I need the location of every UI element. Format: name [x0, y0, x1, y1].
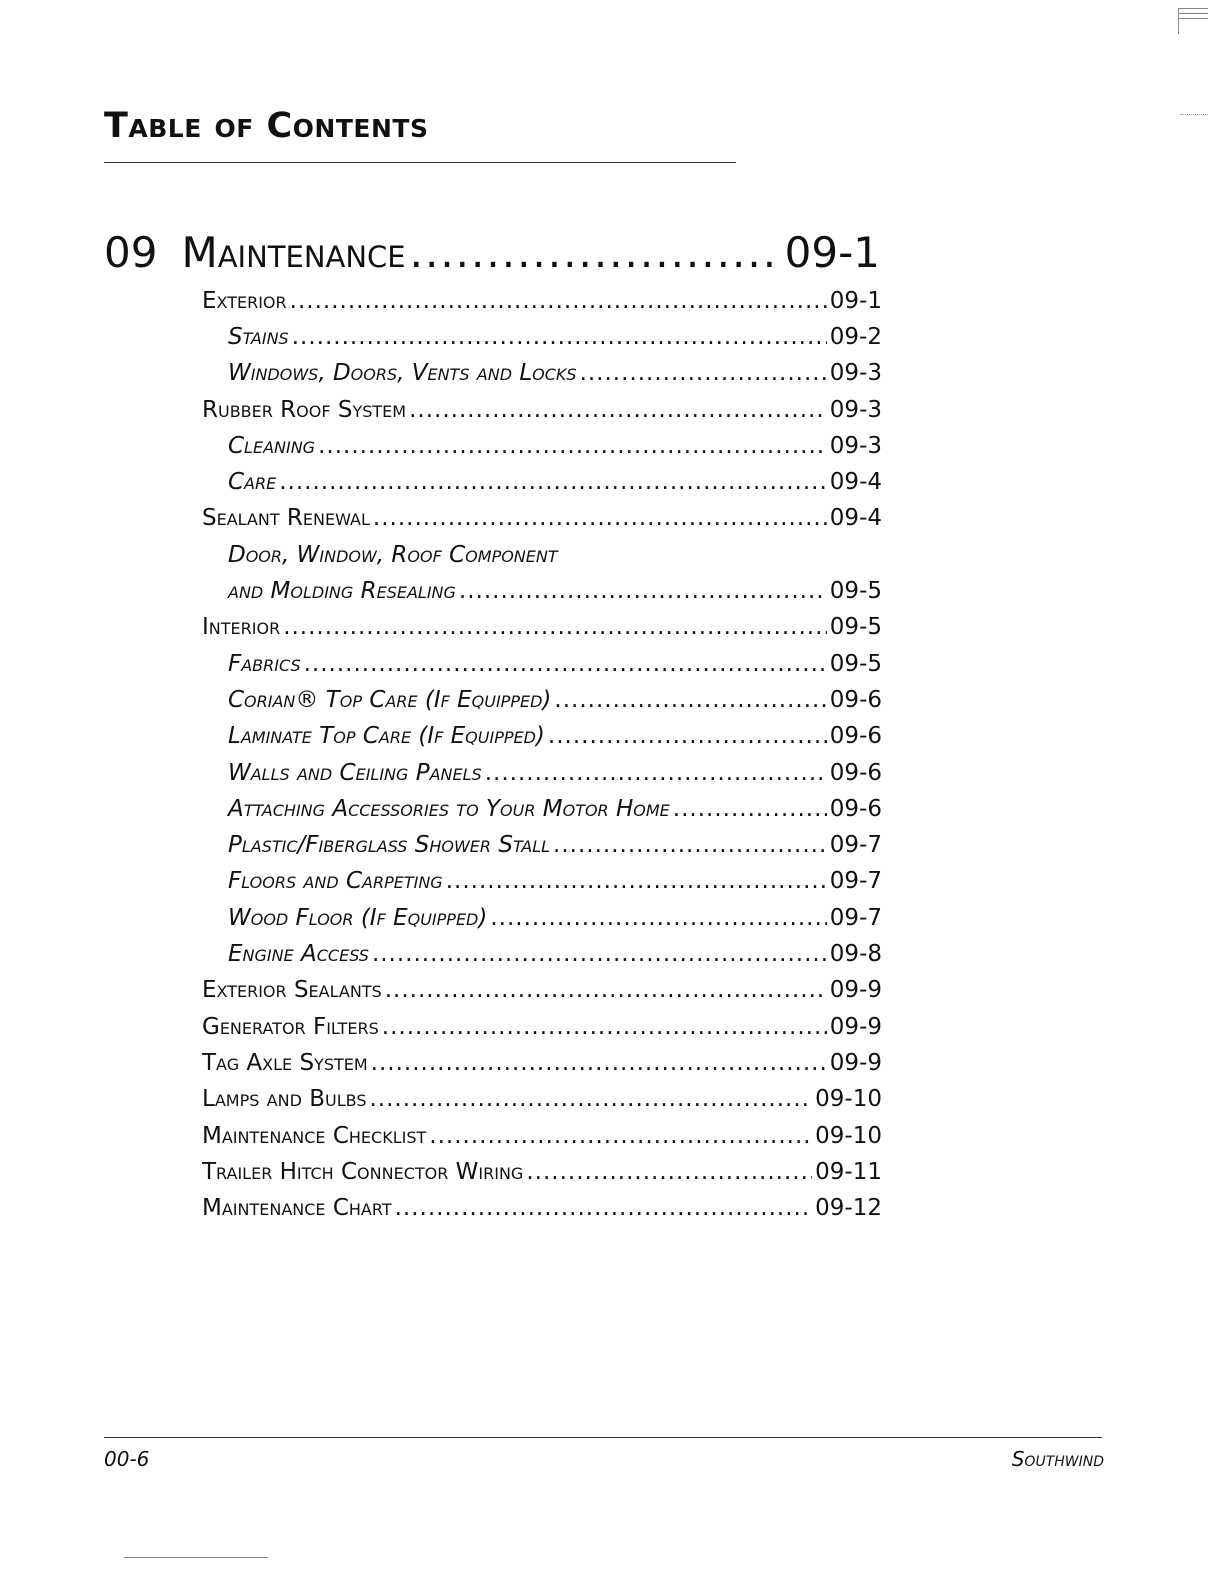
toc-entry[interactable]	[202, 860, 882, 896]
toc-entry-page: 09-5	[829, 614, 882, 641]
toc-entry[interactable]	[202, 715, 882, 751]
corner-scan-mark	[1178, 8, 1208, 34]
dot-leader	[554, 687, 826, 715]
toc-list	[202, 279, 882, 1223]
toc-entry-title: Maintenance Checklist	[202, 1122, 427, 1149]
dot-leader	[369, 1086, 812, 1114]
toc-entry[interactable]	[202, 1114, 882, 1150]
toc-entry-page: 09-3	[829, 360, 882, 387]
toc-entry-title: Lamps and Bulbs	[202, 1086, 367, 1113]
toc-entry[interactable]	[202, 388, 882, 424]
toc-entry-title: Door, Window, Roof Component	[228, 541, 558, 568]
toc-entry-page: 09-1	[829, 287, 882, 314]
toc-entry-title: Tag Axle System	[202, 1049, 368, 1076]
toc-entry-page: 09-3	[829, 432, 882, 459]
chapter-title: Maintenance	[181, 228, 406, 277]
toc-entry-page: 09-7	[829, 868, 882, 895]
toc-entry[interactable]	[202, 533, 882, 569]
toc-entry-page: 09-10	[815, 1122, 882, 1149]
chapter-entry[interactable]	[104, 228, 880, 284]
toc-entry-title: Plastic/Fiberglass Shower Stall	[228, 832, 551, 859]
toc-entry-page: 09-3	[829, 396, 882, 423]
toc-entry-page: 09-8	[829, 941, 882, 968]
toc-entry-page: 09-4	[829, 469, 882, 496]
toc-entry-page: 09-5	[829, 650, 882, 677]
toc-entry[interactable]	[202, 352, 882, 388]
toc-entry-title: Trailer Hitch Connector Wiring	[202, 1158, 524, 1185]
dot-leader	[409, 397, 827, 425]
page-title: Table of Contents	[104, 106, 429, 146]
toc-entry[interactable]	[202, 460, 882, 496]
dot-leader	[318, 433, 827, 461]
toc-entry-title: Walls and Ceiling Panels	[228, 759, 482, 786]
toc-entry-title: Exterior Sealants	[202, 977, 382, 1004]
toc-entry-page: 09-4	[829, 505, 882, 532]
toc-entry-title: Laminate Top Care (If Equipped)	[228, 723, 545, 750]
dot-leader	[490, 905, 826, 933]
dot-leader	[548, 723, 827, 751]
toc-entry-title: Fabrics	[228, 650, 301, 677]
toc-entry[interactable]	[202, 1041, 882, 1077]
dot-leader	[304, 651, 827, 679]
dot-leader	[292, 324, 827, 352]
heading-divider	[104, 162, 736, 163]
toc-entry-title: Attaching Accessories to Your Motor Home	[228, 795, 670, 822]
toc-entry-title: Exterior	[202, 287, 287, 314]
toc-entry-title: Sealant Renewal	[202, 505, 370, 532]
dot-leader	[446, 868, 827, 896]
dot-leader	[385, 977, 827, 1005]
toc-entry-page: 09-9	[829, 977, 882, 1004]
chapter-page: 09-1	[784, 228, 880, 277]
toc-entry-page: 09-6	[829, 686, 882, 713]
dot-leader	[485, 760, 827, 788]
toc-entry[interactable]	[202, 1005, 882, 1041]
toc-entry[interactable]	[202, 424, 882, 460]
toc-entry-title: and Molding Resealing	[228, 578, 456, 605]
toc-entry-title: Wood Floor (If Equipped)	[228, 904, 488, 931]
dot-leader	[382, 1014, 827, 1042]
dot-leader	[371, 1050, 827, 1078]
dot-leader	[429, 1123, 812, 1151]
toc-entry-title: Interior	[202, 614, 281, 641]
dot-leader	[459, 578, 827, 606]
toc-entry-title: Floors and Carpeting	[228, 868, 443, 895]
dot-leader	[526, 1159, 812, 1187]
toc-entry-page: 09-5	[829, 578, 882, 605]
toc-entry-title: Stains	[228, 324, 289, 350]
chapter-number: 09	[104, 228, 158, 277]
toc-entry[interactable]	[202, 1078, 882, 1114]
dot-leader	[290, 288, 827, 316]
toc-entry-title: Windows, Doors, Vents and Locks	[228, 360, 577, 387]
toc-entry-page: 09-11	[815, 1158, 882, 1185]
toc-entry[interactable]	[202, 642, 882, 678]
dot-leader	[395, 1195, 813, 1223]
scan-artifact-bottom-line	[124, 1557, 268, 1558]
dot-leader	[372, 941, 827, 969]
dot-leader	[673, 796, 827, 824]
footer-page-number: 00-6	[104, 1447, 150, 1471]
toc-entry-page: 09-7	[829, 832, 882, 859]
toc-entry-page: 09-6	[829, 759, 882, 786]
toc-entry-page: 09-6	[829, 795, 882, 822]
toc-entry-title: Engine Access	[228, 941, 369, 968]
toc-entry-page: 09-2	[829, 324, 882, 350]
toc-entry[interactable]	[202, 315, 882, 351]
toc-entry[interactable]	[202, 823, 882, 859]
dot-leader	[373, 505, 827, 533]
footer-brand: Southwind	[1011, 1447, 1104, 1471]
toc-entry-title: Cleaning	[228, 432, 316, 459]
toc-entry-title: Care	[228, 469, 277, 496]
toc-entry[interactable]	[202, 932, 882, 968]
toc-entry-page: 09-12	[815, 1195, 882, 1222]
toc-entry[interactable]	[202, 1186, 882, 1222]
toc-entry-title: Corian® Top Care (If Equipped)	[228, 686, 552, 713]
toc-entry[interactable]	[202, 1150, 882, 1186]
toc-entry[interactable]	[202, 678, 882, 714]
toc-entry[interactable]	[202, 497, 882, 533]
toc-entry-title: Maintenance Chart	[202, 1195, 392, 1222]
toc-entry-title: Generator Filters	[202, 1013, 379, 1040]
dot-leader	[279, 469, 827, 497]
toc-entry-page: 09-7	[829, 904, 882, 931]
toc-entry-page: 09-9	[829, 1049, 882, 1076]
toc-entry[interactable]	[202, 569, 882, 605]
toc-entry-page: 09-9	[829, 1013, 882, 1040]
toc-entry-page: 09-6	[829, 723, 882, 750]
toc-entry-title: Rubber Roof System	[202, 396, 407, 423]
toc-entry[interactable]	[202, 896, 882, 932]
dot-leader	[553, 832, 827, 860]
toc-entry[interactable]	[202, 279, 882, 315]
dot-leader	[580, 360, 827, 388]
toc-entry[interactable]	[202, 606, 882, 642]
toc-entry[interactable]	[202, 787, 882, 823]
scan-artifact-line	[1180, 114, 1208, 115]
footer-divider	[104, 1437, 1102, 1438]
dot-leader	[410, 228, 781, 277]
toc-entry[interactable]	[202, 751, 882, 787]
toc-entry[interactable]	[202, 969, 882, 1005]
dot-leader	[283, 614, 827, 642]
toc-entry-page: 09-10	[815, 1086, 882, 1113]
